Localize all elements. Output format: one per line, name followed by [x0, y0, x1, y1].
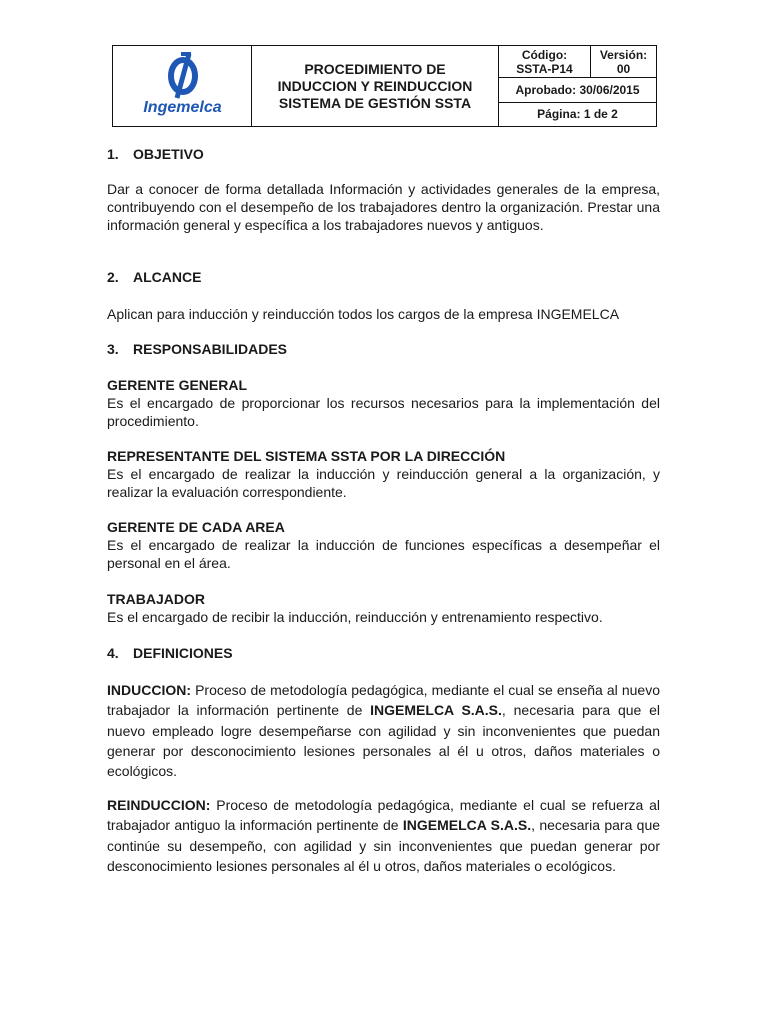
responsibility-gerente-general [107, 376, 660, 430]
version-value: 00 [616, 62, 631, 76]
section-heading-objetivo: 1. OBJETIVO [107, 146, 204, 162]
responsibility-title: GERENTE DE CADA AREA [107, 519, 285, 535]
responsibility-title: REPRESENTANTE DEL SISTEMA SSTA POR LA DIRECCIÓN [107, 448, 506, 464]
responsibility-text: Es el encargado de realizar la inducción de funciones específicas a desempeñar el personal en el área. [107, 537, 660, 571]
logo-text: Ingemelca [143, 99, 222, 116]
responsibility-title: TRABAJADOR [107, 591, 205, 607]
title-line-3: SISTEMA DE GESTIÓN SSTA [278, 94, 472, 111]
objetivo-text: Dar a conocer de forma detallada Información y actividades generales de la empresa, contribuyendo con el desempeño de los trabajadores dentro la organización. Prestar una información general y específica a los trabajadores nuevos y antiguos. [107, 181, 660, 233]
document-header-table [112, 45, 657, 127]
version-cell [591, 46, 656, 78]
title-line-1: PROCEDIMIENTO DE [304, 60, 446, 77]
version-label: Versión: [599, 48, 648, 62]
company-name: INGEMELCA S.A.S. [370, 702, 502, 719]
section-heading-responsabilidades: 3. RESPONSABILIDADES [107, 341, 288, 357]
document-title [252, 46, 499, 126]
approved-date: Aprobado: 30/06/2015 [499, 78, 656, 103]
code-value: SSTA-P14 [516, 62, 573, 76]
page-number: Página: 1 de 2 [537, 107, 618, 121]
section-heading-definiciones: 4. DEFINICIONES [107, 645, 233, 661]
responsibility-text: Es el encargado de recibir la inducción, reinducción y entrenamiento respectivo. [107, 609, 603, 625]
responsibility-gerente-area [107, 518, 660, 572]
responsibility-trabajador [107, 590, 660, 626]
code-cell [499, 46, 591, 78]
responsibility-text: Es el encargado de proporcionar los recursos necesarios para la implementación del procedimiento. [107, 395, 660, 429]
ingemelca-logo-icon [141, 52, 225, 100]
definition-induccion: INDUCCION: Proceso de metodología pedagógica, mediante el cual se enseña al nuevo trabajador la información pertinente de INGEMELCA S.A.S., necesaria para que el nuevo empleado logre desempeñarse con agilidad y sin inconvenientes que puedan generar por desconocimiento lesiones personales al él u otros, daños materiales o ecológicos. [107, 682, 661, 780]
responsibility-title: GERENTE GENERAL [107, 377, 248, 393]
company-name: INGEMELCA S.A.S. [402, 817, 532, 834]
responsibility-representante [107, 447, 660, 501]
title-line-2: INDUCCION Y REINDUCCION [277, 77, 473, 94]
definition-term: REINDUCCION: [107, 797, 211, 813]
responsibility-text: Es el encargado de realizar la inducción y reinducción general a la organización, y realizar la evaluación correspondiente. [107, 466, 660, 500]
alcance-text: Aplican para inducción y reinducción todos los cargos de la empresa INGEMELCA [107, 306, 620, 322]
code-label: Código: [521, 48, 568, 62]
definition-term: INDUCCION: [107, 682, 191, 698]
definition-reinduccion: REINDUCCION: Proceso de metodología pedagógica, mediante el cual se refuerza al trabajador antiguo la información pertinente de INGEMELCA S.A.S., necesaria para que continúe su desempeño, con agilidad y sin inconvenientes que puedan generar por desconocimiento lesiones personales al él u otros, daños materiales o ecológicos. [107, 797, 661, 874]
logo-cell [113, 46, 252, 126]
section-heading-alcance: 2. ALCANCE [107, 269, 202, 285]
